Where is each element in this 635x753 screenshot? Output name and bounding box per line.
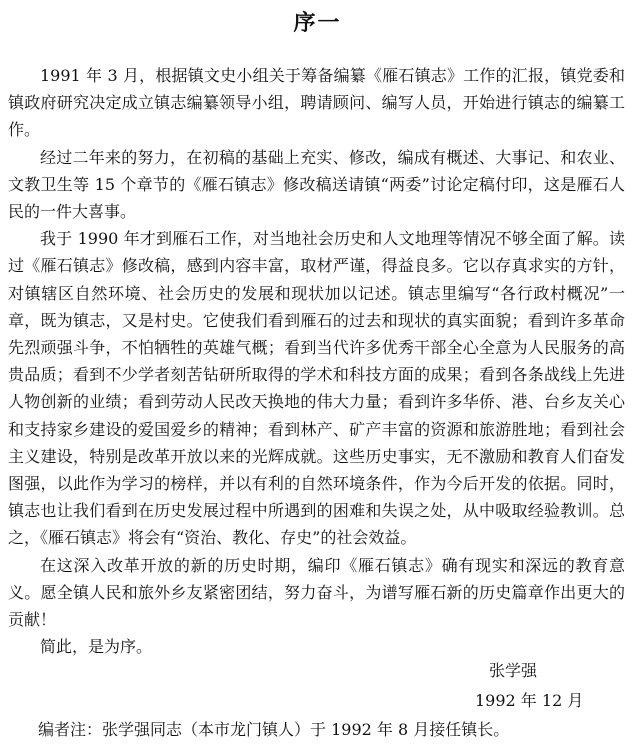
paragraph: 在这深入改革开放的新的历史时期，编印《雁石镇志》确有现实和深远的教育意义。愿全镇人民和旅外乡友紧密团结，努力奋斗，为谱写雁石新的历史篇章作出更大的贡献！ [8, 555, 625, 630]
paragraph: 简此，是为序。 [40, 637, 153, 657]
document-body [8, 62, 625, 660]
signature-name: 张学强 [489, 661, 538, 680]
paragraph: 我于 1990 年才到雁石工作，对当地社会历史和人文地理等情况不够全面了解。读过《雁石镇志》修改稿，感到内容丰富，取材严谨，得益良多。它以存真求实的方针，对镇辖区自然环境、社会历史的发展和现状加以记述。镇志里编写“各行政村概况”一章，既为镇志，又是村史。它使我们看到雁石的过去和现状的真实面貌；看到许多革命先烈顽强斗争，不怕牺牲的英雄气概；看到当代许多优秀干部全心全意为人民服务的高贵品质；看到不少学者刻苦钻研所取得的学术和科技方面的成果；看到各条战线上先进人物创新的业绩；看到劳动人民改天换地的伟大力量；看到许多华侨、港、台乡友关心和支持家乡建设的爱国爱乡的精神；看到林产、矿产丰富的资源和旅游胜地；看到社会主义建设，特别是改革开放以来的光辉成就。这些历史事实，无不激励和教育人们奋发图强，以此作为学习的榜样，并以有利的自然环境条件，作为今后开发的依据。同时，镇志也让我们看到在历史发展过程中所遇到的困难和失误之处，从中吸取经验教训。总之，《雁石镇志》将会有“资治、教化、存史”的社会效益。 [8, 229, 625, 548]
paragraph: 1991 年 3 月，根据镇文史小组关于筹备编纂《雁石镇志》工作的汇报，镇党委和镇政府研究决定成立镇志编纂领导小组，聘请顾问、编写人员，开始进行镇志的编纂工作。 [8, 66, 625, 140]
editor-note: 编者注：张学强同志（本市龙门镇人）于 1992 年 8 月接任镇长。 [38, 720, 510, 739]
document-title: 序一 [293, 10, 342, 36]
signature-date: 1992 年 12 月 [475, 691, 584, 710]
paragraph: 经过二年来的努力，在初稿的基础上充实、修改，编成有概述、大事记、和农业、文教卫生等 15 个章节的《雁石镇志》修改稿送请镇“两委”讨论定稿付印，这是雁石人民的一件大喜事。 [8, 147, 625, 222]
